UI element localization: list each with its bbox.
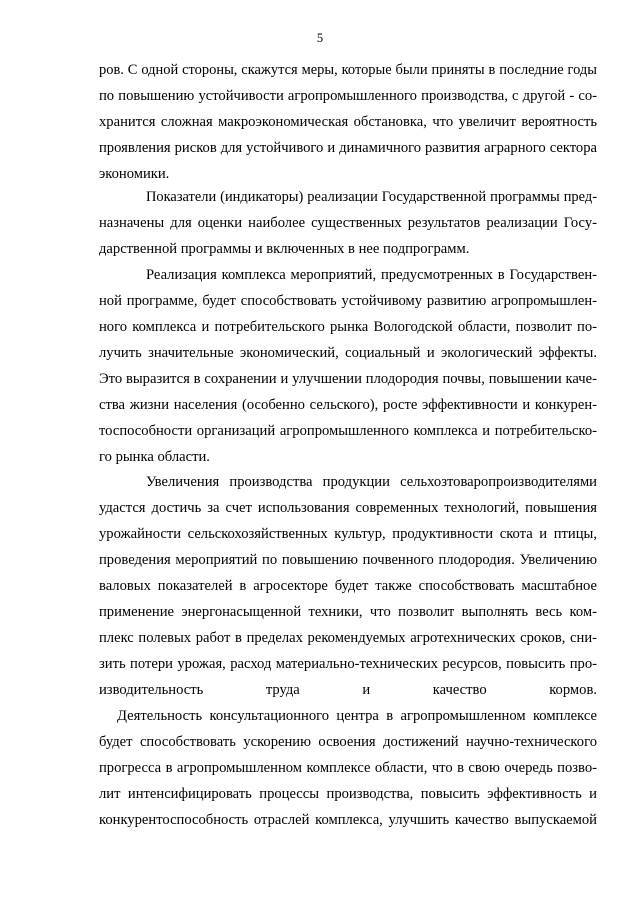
text-line: тоспособности организаций агропромышленного комплекса и потребительско- bbox=[99, 423, 597, 439]
paragraph-2 bbox=[99, 184, 597, 262]
text-line: валовых показателей в агросекторе будет также способствовать масштабное bbox=[99, 578, 597, 594]
text-line: Деятельность консультационного центра в агропромышленном комплексе bbox=[117, 708, 597, 724]
text-line: дарственной программы и включенных в нее подпрограмм. bbox=[99, 241, 470, 257]
text-line: конкурентоспособность отраслей комплекса, улучшить качество выпускаемой bbox=[99, 812, 597, 828]
text-line: экономики. bbox=[99, 166, 170, 182]
text-line: проведения мероприятий по повышению почвенного плодородия. Увеличению bbox=[99, 552, 597, 568]
text-line: урожайности сельскохозяйственных культур, продуктивности скота и птицы, bbox=[99, 526, 597, 542]
text-line: ной программе, будет способствовать устойчивому развитию агропромышлен- bbox=[99, 293, 597, 309]
text-line: зить потери урожая, расход материально-технических ресурсов, повысить про- bbox=[99, 656, 597, 672]
text-line: прогресса в агропромышленном комплексе области, что в свою очередь позво- bbox=[99, 760, 597, 776]
text-line: проявления рисков для устойчивого и динамичного развития аграрного сектора bbox=[99, 140, 597, 156]
text-line: Увеличения производства продукции сельхозтоваропроизводителями bbox=[146, 474, 597, 490]
paragraph-4 bbox=[99, 469, 597, 703]
text-line: ного комплекса и потребительского рынка Вологодской области, позволит по- bbox=[99, 319, 597, 335]
text-line: по повышению устойчивости агропромышленного производства, с другой - со- bbox=[99, 88, 597, 104]
text-line: применение энергонасыщенной техники, что позволит выполнять весь ком- bbox=[99, 604, 597, 620]
text-line: лучить значительные экономический, социальный и экологический эффекты. bbox=[99, 345, 597, 361]
text-line: удастся достичь за счет использования современных технологий, повышения bbox=[99, 500, 597, 516]
text-line: плекс полевых работ в пределах рекомендуемых агротехнических сроков, сни- bbox=[99, 630, 597, 646]
text-line: го рынка области. bbox=[99, 449, 210, 465]
text-line: Реализация комплекса мероприятий, предусмотренных в Государствен- bbox=[146, 267, 597, 283]
paragraph-1 bbox=[99, 57, 597, 187]
text-line: лит интенсифицировать процессы производства, повысить эффективность и bbox=[99, 786, 597, 802]
text-line: будет способствовать ускорению освоения достижений научно-технического bbox=[99, 734, 597, 750]
text-line: назначены для оценки наиболее существенных результатов реализации Госу- bbox=[99, 215, 597, 231]
page-number: 5 bbox=[316, 31, 324, 45]
text-line: хранится сложная макроэкономическая обстановка, что увеличит вероятность bbox=[99, 114, 597, 130]
text-line: Это выразится в сохранении и улучшении плодородия почвы, повышении каче- bbox=[99, 371, 597, 387]
text-line: изводительность труда и качество кормов. bbox=[99, 682, 597, 698]
text-line: ров. С одной стороны, скажутся меры, которые были приняты в последние годы bbox=[99, 62, 597, 78]
paragraph-3 bbox=[99, 262, 597, 470]
paragraph-5 bbox=[99, 703, 597, 833]
text-line: ства жизни населения (особенно сельского), росте эффективности и конкурен- bbox=[99, 397, 597, 413]
text-line: Показатели (индикаторы) реализации Государственной программы пред- bbox=[146, 189, 597, 205]
